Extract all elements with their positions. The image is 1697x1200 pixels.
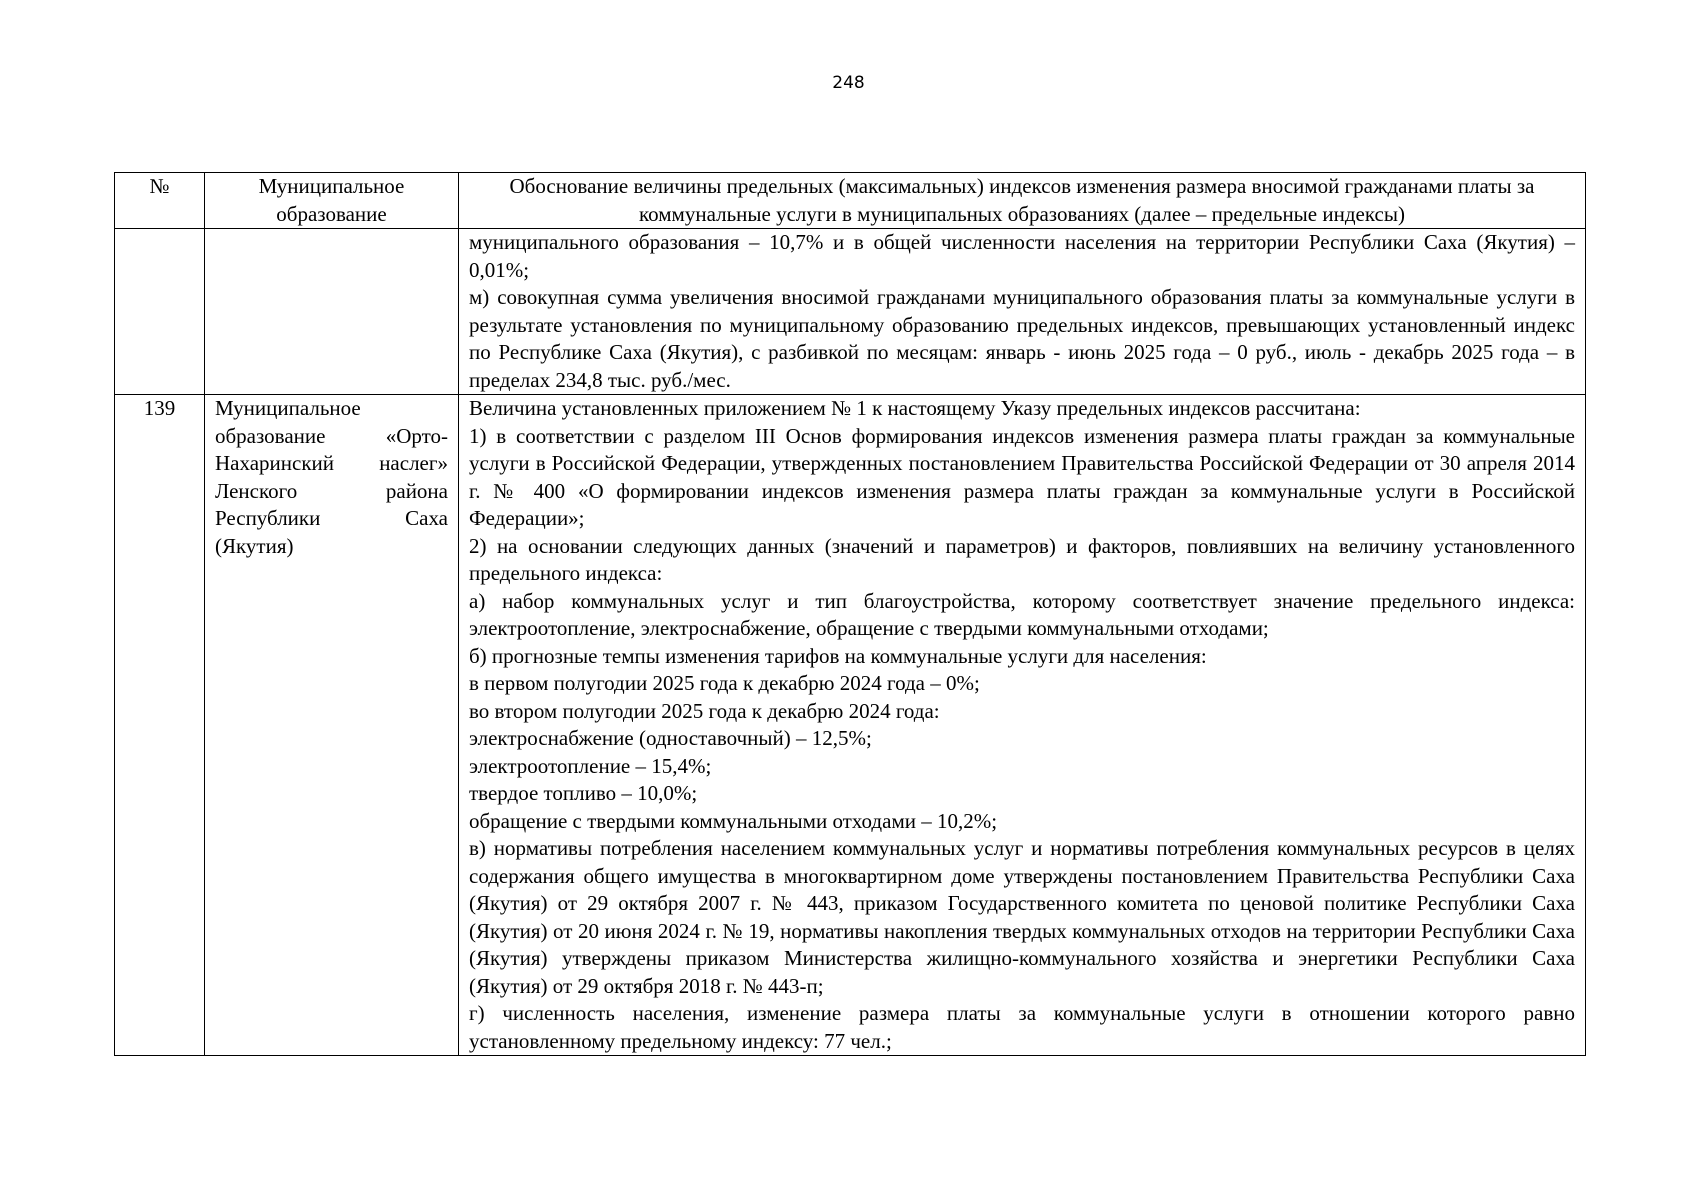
- paragraph: электроснабжение (одноставочный) – 12,5%;: [469, 726, 872, 750]
- table-row-139: [115, 395, 1586, 1056]
- paragraph: муниципального образования – 10,7% и в общей численности населения на территории Республики Саха (Якутия) – 0,01%;: [469, 230, 1575, 282]
- municipality-line: Муниципальное: [215, 396, 361, 420]
- paragraph: обращение с твердыми коммунальными отходами – 10,2%;: [469, 808, 998, 833]
- paragraph: Величина установленных приложением № 1 к настоящему Указу предельных индексов рассчитана:: [469, 396, 1361, 420]
- paragraph: во втором полугодии 2025 года к декабрю 2024 года:: [469, 698, 940, 723]
- paragraph: электроотопление – 15,4%;: [469, 753, 712, 778]
- paragraph: г) численность населения, изменение размера платы за коммунальные услуги в отношении которого равно установленному предельному индексу: 77 чел.;: [469, 1001, 1575, 1053]
- municipality-line: (Якутия): [215, 533, 294, 558]
- header-number: №: [115, 173, 205, 229]
- paragraph: в первом полугодии 2025 года к декабрю 2024 года – 0%;: [469, 671, 980, 695]
- paragraph: 2) на основании следующих данных (значений и параметров) и факторов, повлиявших на величину установленного предельного индекса:: [469, 533, 1575, 585]
- municipality-line: Ленского района: [215, 478, 448, 503]
- paragraph: твердое топливо – 10,0%;: [469, 781, 698, 805]
- page-number: 248: [832, 73, 865, 93]
- municipality-line: образование «Орто-: [215, 423, 448, 448]
- row-number-cell: [115, 229, 205, 395]
- paragraph: м) совокупная сумма увеличения вносимой гражданами муниципального образования платы за коммунальные услуги в результате установления по муниципальному образованию предельных индексов, превышающих установленный индекс по Республике Саха (Якутия), с разбивкой по месяцам: январь - июнь 2025 года – 0 руб., июль - декабрь 2025 года – в пределах 234,8 тыс. руб./мес.: [469, 285, 1575, 392]
- header-justification: Обоснование величины предельных (максимальных) индексов изменения размера вносимой гражданами платы за коммунальные услуги в муниципальных образованиях (далее – предельные индексы): [459, 173, 1586, 229]
- municipality-cell: [205, 395, 459, 1056]
- justification-cell: [459, 229, 1586, 395]
- table-header-row: [115, 173, 1586, 229]
- municipality-line: Нахаринский наслег»: [215, 451, 448, 475]
- row-number-cell: 139: [115, 395, 205, 1056]
- header-municipality: Муниципальное образование: [205, 173, 459, 229]
- paragraph: 1) в соответствии с разделом III Основ формирования индексов изменения размера платы граждан за коммунальные услуги в Российской Федерации, утвержденных постановлением Правительства Российской Федерации от 30 апреля 2014 г. № 400 «О формировании индексов изменения размера платы граждан за коммунальные услуги в Российской Федерации»;: [469, 423, 1575, 530]
- municipality-cell: [205, 229, 459, 395]
- paragraph: б) прогнозные темпы изменения тарифов на коммунальные услуги для населения:: [469, 643, 1207, 668]
- justification-cell: [459, 395, 1586, 1056]
- municipality-line: Республики Саха: [215, 506, 448, 530]
- justification-table: [114, 172, 1586, 1056]
- paragraph: а) набор коммунальных услуг и тип благоустройства, которому соответствует значение предельного индекса: электроотопление, электроснабжение, обращение с твердыми коммунальными отходами;: [469, 588, 1575, 640]
- table-row-continuation: [115, 229, 1586, 395]
- paragraph: в) нормативы потребления населением коммунальных услуг и нормативы потребления коммунальных ресурсов в целях содержания общего имущества в многоквартирном доме утверждены постановлением Правительства Республики Саха (Якутия) от 29 октября 2007 г. № 443, приказом Государственного комитета по ценовой политике Республики Саха (Якутия) от 20 июня 2024 г. № 19, нормативы накопления твердых коммунальных отходов на территории Республики Саха (Якутия) утверждены приказом Министерства жилищно-коммунального хозяйства и энергетики Республики Саха (Якутия) от 29 октября 2018 г. № 443-п;: [469, 836, 1575, 998]
